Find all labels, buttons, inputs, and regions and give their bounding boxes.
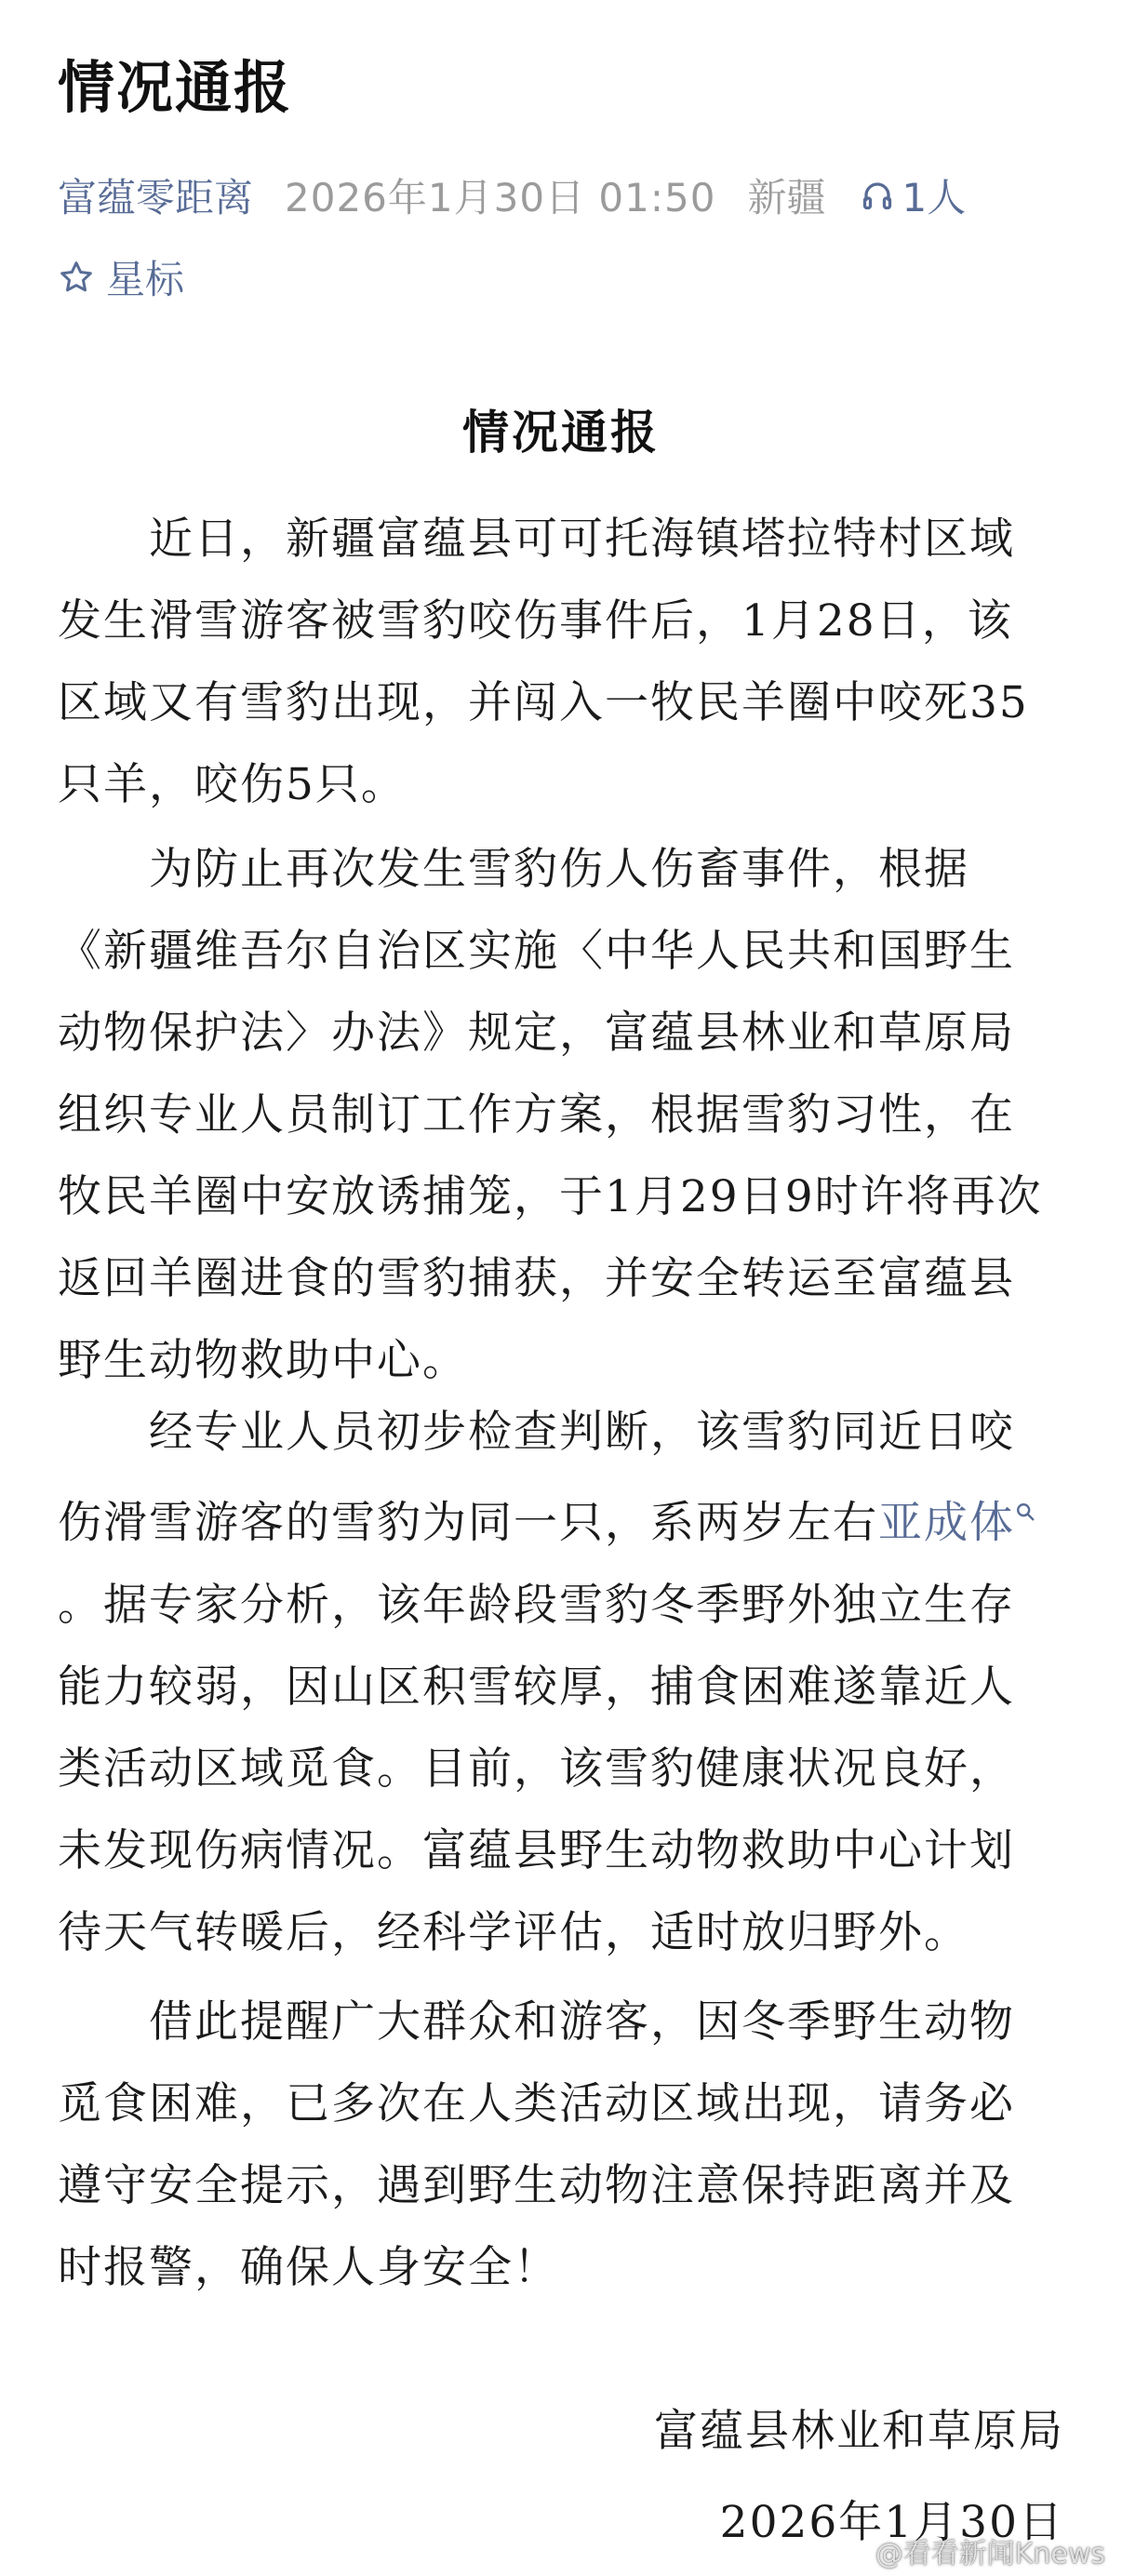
- publish-date: 2026年1月30日 01:50: [285, 175, 716, 220]
- text-line: 遵守安全提示，遇到野生动物注意保持距离并及: [58, 2160, 1015, 2211]
- search-icon[interactable]: [1015, 1474, 1035, 1555]
- headphones-icon: [861, 179, 894, 212]
- text-line: 野生动物救助中心。: [58, 1335, 468, 1386]
- text-line: 返回羊圈进食的雪豹捕获，并安全转运至富蕴县: [58, 1253, 1015, 1304]
- text-line: 《新疆维吾尔自治区实施〈中华人民共和国野生: [58, 926, 1015, 977]
- text-line: 借此提醒广大群众和游客，因冬季野生动物: [58, 1996, 1015, 2048]
- article-title: 情况通报: [58, 55, 293, 121]
- text-line: 待天气转暖后，经科学评估，适时放归野外。: [58, 1906, 969, 1958]
- text-line: 区域又有雪豹出现，并闯入一牧民羊圈中咬死35: [58, 677, 1029, 728]
- weibo-logo-icon: [842, 2539, 870, 2563]
- text-segment: 伤滑雪游客的雪豹为同一只，系两岁左右: [58, 1497, 878, 1549]
- publish-location: 新疆: [747, 175, 826, 220]
- listen-button[interactable]: [861, 167, 966, 223]
- paragraph-1: [58, 499, 1066, 826]
- text-line: 时报警，确保人身安全！: [58, 2242, 559, 2293]
- watermark-text: @看看新闻Knews: [875, 2538, 1105, 2570]
- signature-organization: 富蕴县林业和草原局: [654, 2406, 1064, 2457]
- text-line: 动物保护法〉办法》规定，富蕴县林业和草原局: [58, 1008, 1015, 1059]
- text-line: 发生滑雪游客被雪豹咬伤事件后，1月28日，该: [58, 595, 1013, 647]
- text-line: 未发现伤病情况。富蕴县野生动物救助中心计划: [58, 1824, 1015, 1876]
- text-line: 能力较弱，因山区积雪较厚，捕食困难遂靠近人: [58, 1661, 1015, 1713]
- paragraph-2: [58, 829, 1066, 1402]
- signature-date: 2026年1月30日: [719, 2497, 1064, 2548]
- text-line: 组织专业人员制订工作方案，根据雪豹习性，在: [58, 1089, 1015, 1141]
- star-outline-icon: [58, 259, 95, 296]
- text-line: [58, 1474, 1066, 1565]
- text-line: 觅食困难，已多次在人类活动区域出现，请务必: [58, 2078, 1015, 2129]
- star-button[interactable]: [58, 245, 184, 310]
- document-heading: 情况通报: [462, 405, 660, 460]
- paragraph-4: [58, 1982, 1066, 2309]
- paragraph-3: [58, 1392, 1066, 1974]
- article-meta: [58, 163, 966, 228]
- account-name-link[interactable]: 富蕴零距离: [58, 175, 254, 220]
- text-line: 只羊，咬伤5只。: [58, 759, 407, 810]
- term-link-subadult[interactable]: 亚成体: [878, 1497, 1015, 1549]
- text-line: 。据专家分析，该年龄段雪豹冬季野外独立生存: [58, 1579, 1015, 1631]
- listener-count: 1人: [902, 175, 967, 220]
- text-line: 经专业人员初步检查判断，该雪豹同近日咬: [58, 1407, 1015, 1458]
- watermark: [842, 2530, 1105, 2571]
- star-label: 星标: [106, 257, 185, 302]
- text-line: 类活动区域觅食。目前，该雪豹健康状况良好，: [58, 1742, 1015, 1795]
- text-line: 为防止再次发生雪豹伤人伤畜事件，根据: [58, 844, 969, 895]
- text-line: 近日，新疆富蕴县可可托海镇塔拉特村区域: [58, 514, 1015, 565]
- text-line: 牧民羊圈中安放诱捕笼，于1月29日9时许将再次: [58, 1171, 1043, 1222]
